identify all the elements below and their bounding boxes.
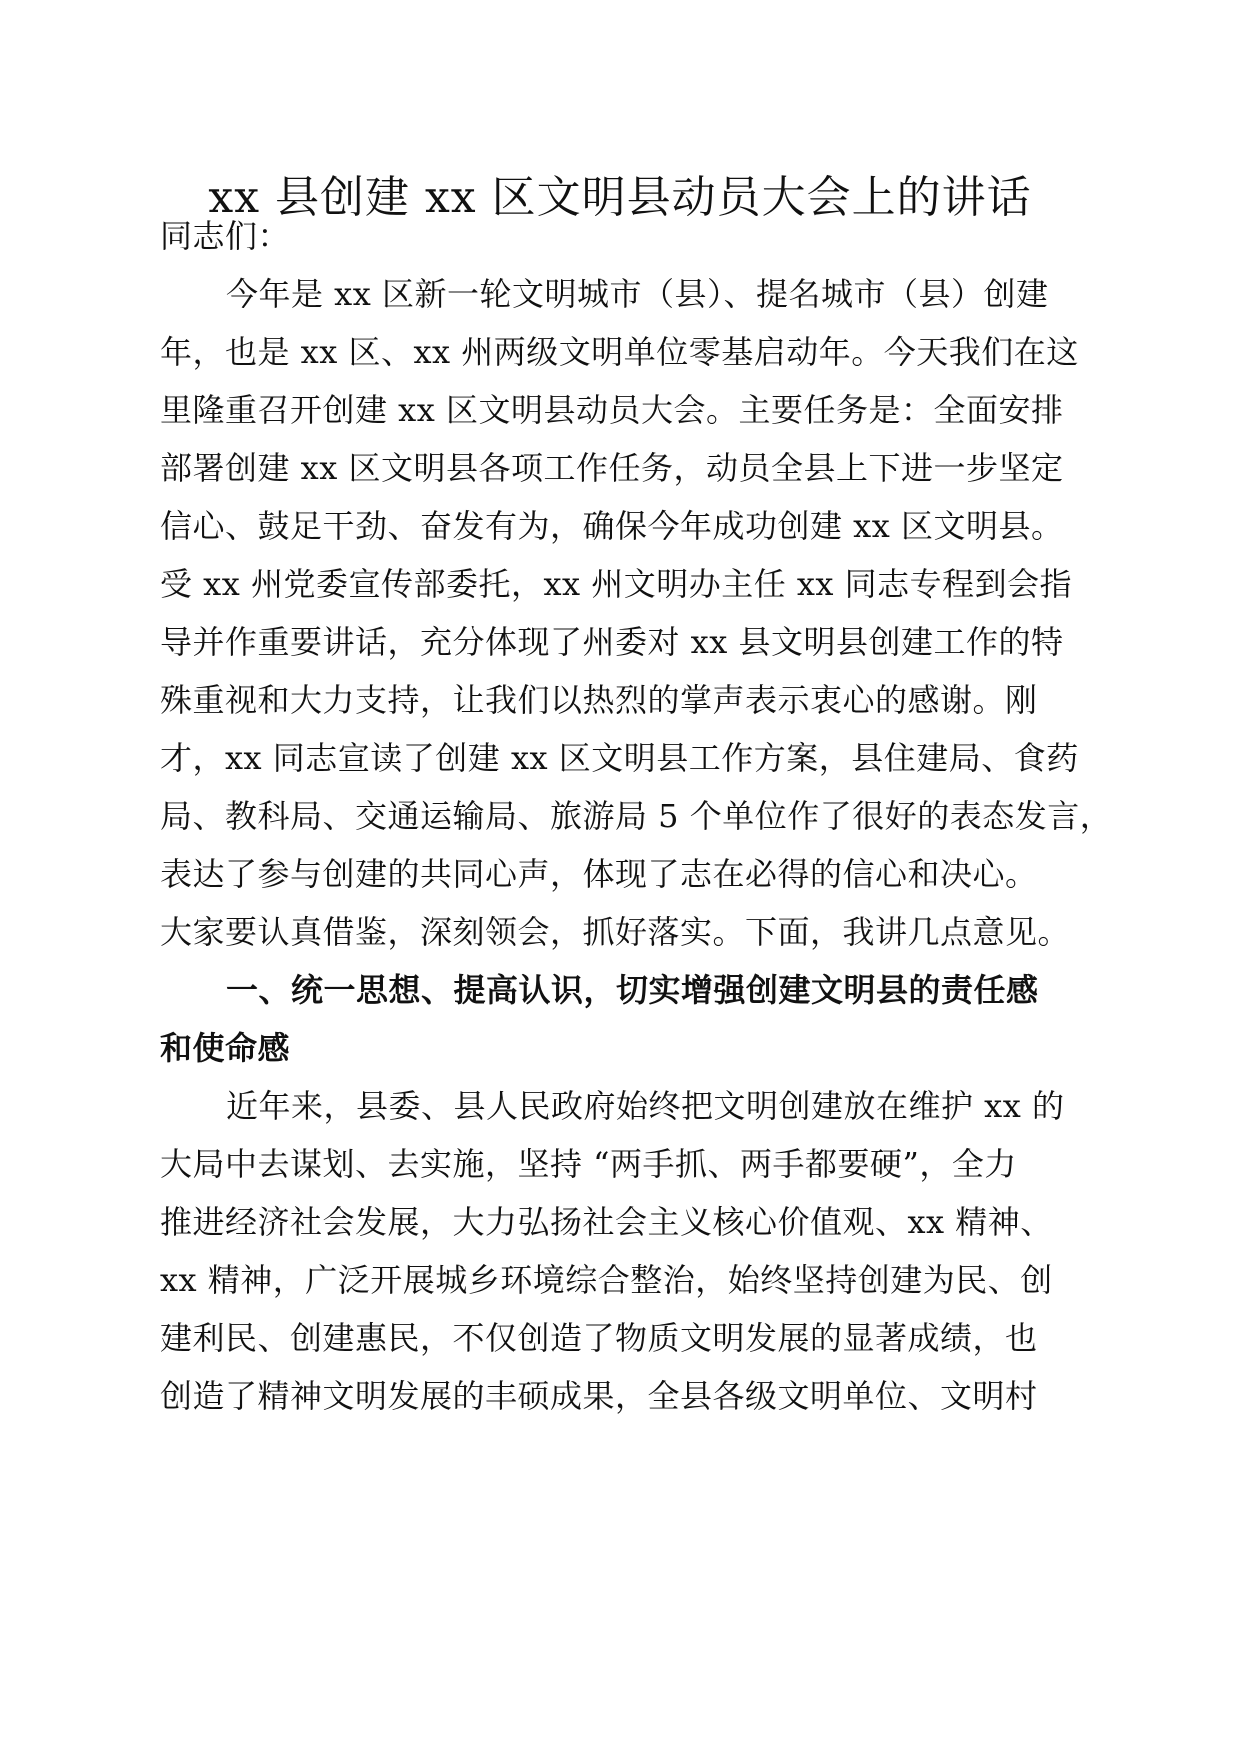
paragraph-2-line-2: 大局中去谋划、去实施，坚持 “两手抓、两手都要硬”，全力 bbox=[160, 1145, 1017, 1183]
paragraph-1-line-5: 信心、鼓足干劲、奋发有为，确保今年成功创建 xx 区文明县。 bbox=[160, 507, 1064, 545]
section-heading-1-continued: 和使命感 bbox=[160, 1029, 291, 1067]
paragraph-2-line-3: 推进经济社会发展，大力弘扬社会主义核心价值观、xx 精神、 bbox=[160, 1203, 1053, 1241]
paragraph-1-line-11: 表达了参与创建的共同心声，体现了志在必得的信心和决心。 bbox=[160, 855, 1038, 893]
paragraph-2-line-5: 建利民、创建惠民，不仅创造了物质文明发展的显著成绩，也 bbox=[160, 1319, 1038, 1357]
paragraph-1-line-8: 殊重视和大力支持，让我们以热烈的掌声表示衷心的感谢。刚 bbox=[160, 681, 1038, 719]
paragraph-1-line-2: 年，也是 xx 区、xx 州两级文明单位零基启动年。今天我们在这 bbox=[160, 333, 1079, 371]
paragraph-2-line-4: xx 精神，广泛开展城乡环境综合整治，始终坚持创建为民、创 bbox=[160, 1261, 1053, 1299]
paragraph-1-line-3: 里隆重召开创建 xx 区文明县动员大会。主要任务是：全面安排 bbox=[160, 391, 1064, 429]
salutation: 同志们： bbox=[160, 217, 291, 255]
section-heading-1: 一、统一思想、提高认识，切实增强创建文明县的责任感 bbox=[226, 971, 1039, 1009]
paragraph-1-line-4: 部署创建 xx 区文明县各项工作任务，动员全县上下进一步坚定 bbox=[160, 449, 1064, 487]
paragraph-2-line-6: 创造了精神文明发展的丰硕成果，全县各级文明单位、文明村 bbox=[160, 1377, 1038, 1415]
paragraph-1-line-7: 导并作重要讲话，充分体现了州委对 xx 县文明县创建工作的特 bbox=[160, 623, 1064, 661]
paragraph-1-line-12: 大家要认真借鉴，深刻领会，抓好落实。下面，我讲几点意见。 bbox=[160, 913, 1071, 951]
document-title: xx 县创建 xx 区文明县动员大会上的讲话 bbox=[208, 172, 1032, 223]
paragraph-1-line-9: 才，xx 同志宣读了创建 xx 区文明县工作方案，县住建局、食药 bbox=[160, 739, 1079, 777]
paragraph-1-line-6: 受 xx 州党委宣传部委托，xx 州文明办主任 xx 同志专程到会指 bbox=[160, 565, 1073, 603]
paragraph-1-line-1: 今年是 xx 区新一轮文明城市（县）、提名城市（县）创建 bbox=[226, 275, 1049, 313]
paragraph-2-line-1: 近年来，县委、县人民政府始终把文明创建放在维护 xx 的 bbox=[226, 1087, 1065, 1125]
paragraph-1-line-10: 局、教科局、交通运输局、旅游局 5 个单位作了很好的表态发言， bbox=[160, 797, 1113, 835]
